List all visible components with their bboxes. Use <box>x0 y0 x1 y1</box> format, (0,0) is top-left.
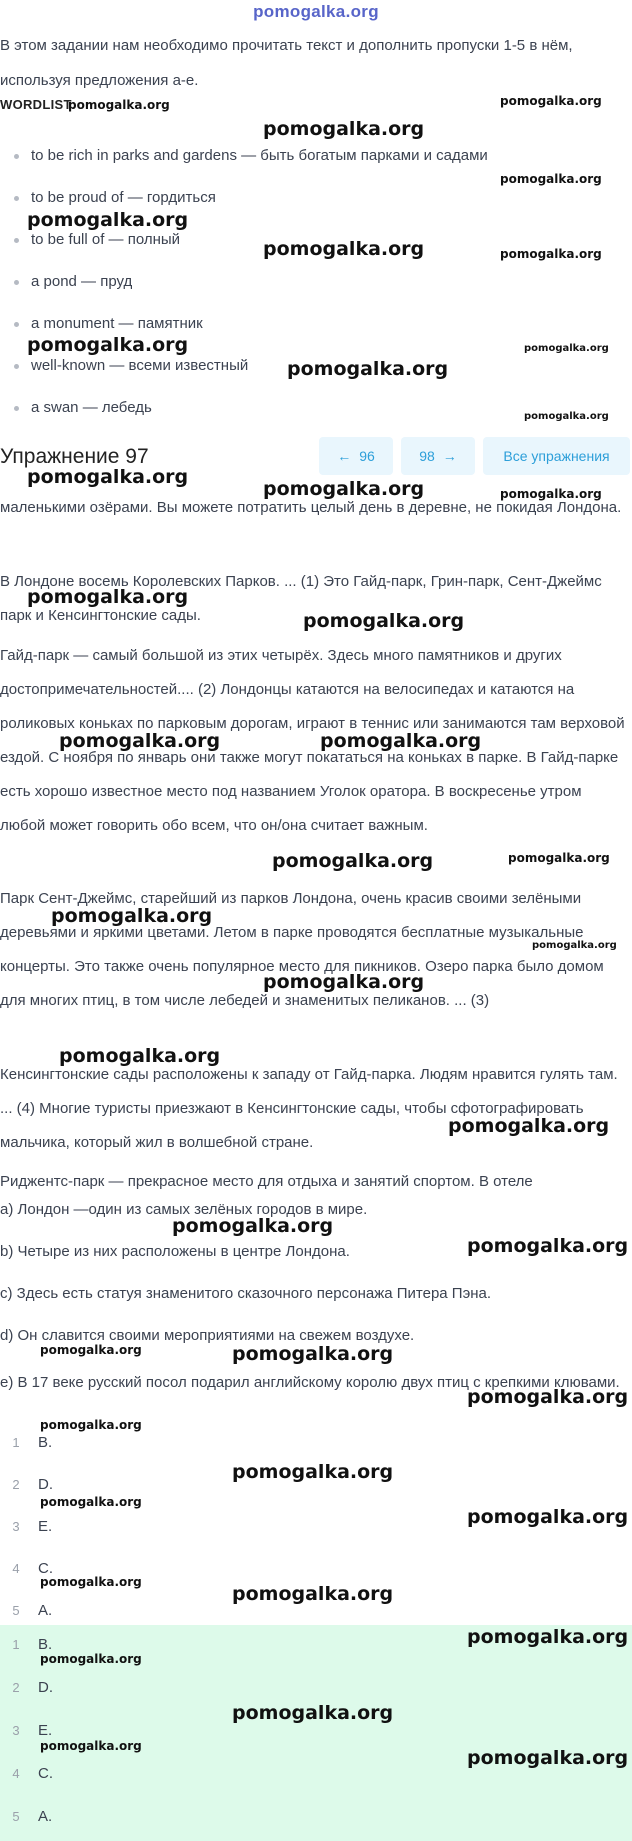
watermark: pomogalka.org <box>40 1418 142 1432</box>
answer-row-checked <box>6 1808 52 1826</box>
text-paragraph: маленькими озёрами. Вы можете потратить целый день в деревне, не покидая Лондона. <box>0 499 622 516</box>
answer-number: 1 <box>12 1637 20 1652</box>
arrow-left-icon: ← <box>337 448 352 464</box>
watermark: pomogalka.org <box>27 209 189 231</box>
watermark: pomogalka.org <box>263 971 425 993</box>
watermark: pomogalka.org <box>263 118 425 140</box>
wordlist-item-text: well-known — всеми известный <box>31 357 249 374</box>
watermark: pomogalka.org <box>524 411 609 422</box>
answer-row[interactable] <box>6 1518 52 1536</box>
answer-row-checked <box>6 1679 53 1697</box>
wordlist-title: WORDLIST <box>0 97 72 112</box>
answer-row[interactable] <box>6 1434 52 1452</box>
answer-number: 3 <box>12 1519 20 1534</box>
answer-value: C. <box>38 1560 53 1577</box>
all-exercises-button[interactable]: Все упражнения <box>483 437 630 475</box>
bullet-icon <box>14 364 19 369</box>
answer-number: 4 <box>12 1561 20 1576</box>
watermark: pomogalka.org <box>59 730 221 752</box>
watermark: pomogalka.org <box>172 1215 334 1237</box>
answer-row-checked <box>6 1722 52 1740</box>
wordlist-item <box>14 231 180 248</box>
watermark: pomogalka.org <box>232 1702 394 1724</box>
wordlist-item <box>14 399 152 416</box>
watermark: pomogalka.org <box>27 466 189 488</box>
watermark: pomogalka.org <box>467 1506 629 1528</box>
watermark: pomogalka.org <box>467 1386 629 1408</box>
text-paragraph: Риджентс-парк — прекрасное место для отдыха и занятий спортом. В отеле <box>0 1173 533 1190</box>
option-a: а) Лондон —один из самых зелёных городов в мире. <box>0 1201 368 1218</box>
answer-value: E. <box>38 1722 53 1739</box>
wordlist-item-text: to be proud of — гордиться <box>31 189 216 206</box>
watermark: pomogalka.org <box>287 358 449 380</box>
wordlist-item-text: a swan — лебедь <box>31 399 152 416</box>
answer-value: A. <box>38 1602 53 1619</box>
option-c: c) Здесь есть статуя знаменитого сказочного персонажа Питера Пэна. <box>0 1285 492 1302</box>
wordlist-item-text: to be full of — полный <box>31 231 181 248</box>
exercise-title: Упражнение 97 <box>0 445 149 468</box>
watermark: pomogalka.org <box>40 1575 142 1589</box>
watermark: pomogalka.org <box>232 1583 394 1605</box>
watermark: pomogalka.org <box>508 851 610 865</box>
wordlist-item <box>14 315 203 332</box>
prev-exercise-label: 96 <box>359 448 375 464</box>
wordlist-item-text: a monument — памятник <box>31 315 203 332</box>
watermark: pomogalka.org <box>40 1739 142 1753</box>
bullet-icon <box>14 406 19 411</box>
watermark: pomogalka.org <box>303 610 465 632</box>
answer-row-checked <box>6 1765 53 1783</box>
answer-value: D. <box>38 1476 53 1493</box>
arrow-right-icon: → <box>442 448 457 464</box>
next-exercise-button[interactable] <box>401 437 475 475</box>
watermark: pomogalka.org <box>320 730 482 752</box>
option-d: d) Он славится своими мероприятиями на свежем воздухе. <box>0 1327 415 1344</box>
answer-number: 3 <box>12 1723 20 1738</box>
watermark: pomogalka.org <box>232 1461 394 1483</box>
watermark: pomogalka.org <box>272 850 434 872</box>
watermark: pomogalka.org <box>467 1235 629 1257</box>
watermark: pomogalka.org <box>500 487 602 501</box>
wordlist-item <box>14 147 488 164</box>
answer-value: D. <box>38 1679 53 1696</box>
watermark: pomogalka.org <box>40 1652 142 1666</box>
watermark: pomogalka.org <box>500 172 602 186</box>
bullet-icon <box>14 196 19 201</box>
answer-row[interactable] <box>6 1602 52 1620</box>
wordlist-item <box>14 273 132 290</box>
watermark: pomogalka.org <box>467 1626 629 1648</box>
next-exercise-label: 98 <box>419 448 435 464</box>
bullet-icon <box>14 280 19 285</box>
watermark: pomogalka.org <box>263 238 425 260</box>
answer-number: 4 <box>12 1766 20 1781</box>
bullet-icon <box>14 322 19 327</box>
text-paragraph: Кенсингтонские сады расположены к западу от Гайд-парка. Людям нравится гулять там. ... (4) Многие туристы приезжают в Кенсингтонские сады, чтобы сфотографировать мальчика, который жил в волшебной стране. <box>0 1066 618 1151</box>
watermark: pomogalka.org <box>532 940 617 951</box>
watermark: pomogalka.org <box>27 586 189 608</box>
text-paragraph: Гайд-парк — самый большой из этих четырёх. Здесь много памятников и других достопримечательностей.... (2) Лондонцы катаются на велосипедах и катаются на роликовых коньках по парковым дорогам, играют в теннис или занимаются там верховой ездой. С ноября по январь они также могут покататься на коньках в парке. В Гайд-парке есть хорошо известное место под названием Уголок оратора. В воскресенье утром любой может говорить обо всем, что он/она считает важным. <box>0 647 625 834</box>
watermark: pomogalka.org <box>68 98 170 112</box>
watermark: pomogalka.org <box>51 905 213 927</box>
answer-number: 2 <box>12 1680 20 1695</box>
answer-number: 2 <box>12 1477 20 1492</box>
answer-value: C. <box>38 1765 53 1782</box>
watermark: pomogalka.org <box>232 1343 394 1365</box>
text-paragraph: В Лондоне восемь Королевских Парков. ... (1) Это Гайд-парк, Грин-парк, Сент-Джеймс парк и Кенсингтонские сады. <box>0 573 602 624</box>
watermark: pomogalka.org <box>27 334 189 356</box>
option-e: e) В 17 веке русский посол подарил английскому королю двух птиц с крепкими клювами. <box>0 1374 620 1391</box>
watermark: pomogalka.org <box>500 247 602 261</box>
answer-value: A. <box>38 1808 53 1825</box>
answer-row[interactable] <box>6 1476 53 1494</box>
answer-number: 5 <box>12 1603 20 1618</box>
site-logo[interactable]: pomogalka.org <box>253 2 379 21</box>
answer-number: 5 <box>12 1809 20 1824</box>
wordlist-item-text: to be rich in parks and gardens — быть богатым парками и садами <box>31 147 488 164</box>
answer-number: 1 <box>12 1435 20 1450</box>
prev-exercise-button[interactable] <box>319 437 393 475</box>
watermark: pomogalka.org <box>467 1747 629 1769</box>
watermark: pomogalka.org <box>524 343 609 354</box>
watermark: pomogalka.org <box>448 1115 610 1137</box>
watermark: pomogalka.org <box>59 1045 221 1067</box>
watermark: pomogalka.org <box>40 1343 142 1357</box>
bullet-icon <box>14 154 19 159</box>
answer-value: B. <box>38 1636 53 1653</box>
answer-value: E. <box>38 1518 53 1535</box>
option-b: b) Четыре из них расположены в центре Лондона. <box>0 1243 350 1260</box>
bullet-icon <box>14 238 19 243</box>
wordlist-item <box>14 189 216 206</box>
wordlist-item-text: a pond — пруд <box>31 273 133 290</box>
watermark: pomogalka.org <box>500 94 602 108</box>
watermark: pomogalka.org <box>40 1495 142 1509</box>
watermark: pomogalka.org <box>263 478 425 500</box>
task-intro: В этом задании нам необходимо прочитать текст и дополнить пропуски 1-5 в нём, используя предложения a-e. <box>0 37 573 89</box>
answer-value: B. <box>38 1434 53 1451</box>
wordlist-item <box>14 357 248 374</box>
text-paragraph: Парк Сент-Джеймс, старейший из парков Лондона, очень красив своими зелёными деревьями и яркими цветами. Летом в парке проводятся бесплатные музыкальные концерты. Это также очень популярное место для пикников. Озеро парка было домом для многих птиц, в том числе лебедей и знаменитых пеликанов. ... (3) <box>0 890 604 1009</box>
